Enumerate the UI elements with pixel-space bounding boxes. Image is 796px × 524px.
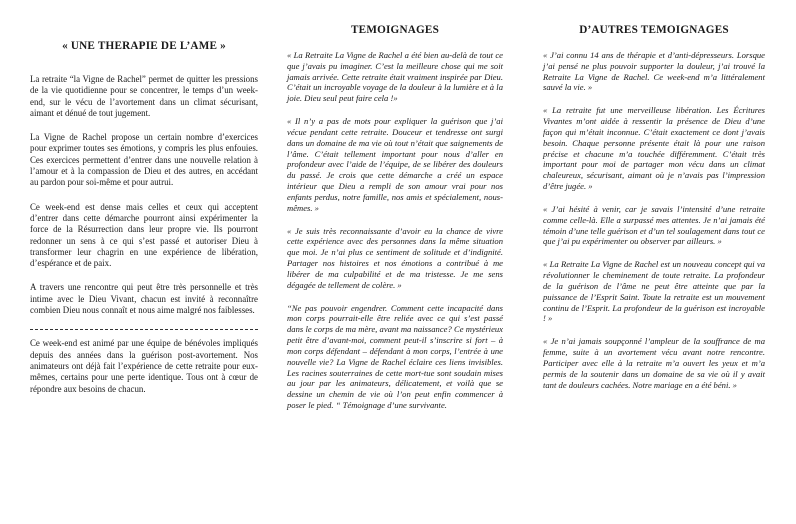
temoignages-title: TEMOIGNAGES <box>351 24 439 36</box>
dashed-divider <box>30 329 258 330</box>
therapie-body <box>30 74 258 408</box>
testimonial: « J’ai hésité à venir, car je savais l’intensité d’une retraite comme celle-là. Elle a surpassé mes attentes. Je n’ai jamais été témoin d’une telle guérison et d’un tel soulagement dans tout ce que j’ai pu expérimenter ou observer par ailleurs. » <box>543 203 765 247</box>
therapie-paragraph: Ce week-end est dense mais celles et ceux qui acceptent d’entrer dans cette démarche pourront ainsi expérimenter la force de la Résurrection dans leur propre vie. Ils pourront redonner un sens à ce qui s’est passé et autoriser Dieu à transformer leur chagrin en une expérience de libération, d’espérance et de paix. <box>30 201 258 269</box>
therapie-paragraph: La retraite “la Vigne de Rachel” permet de quitter les pressions de la vie quotidienne pour se concentrer, le temps d’un week-end, sur le vécu de l’avortement dans un climat sécurisant, aimant et dénué de tout jugement. <box>30 74 258 118</box>
testimonial: « La Retraite La Vigne de Rachel est un nouveau concept qui va révolutionner le cheminement de toute retraite. La profondeur de la guérison de l’âme ne peut être atteinte que par la puissance de l’Esprit Saint. Toute la retraite est un mouvement continu de l’Esprit. La profondeur de la guérison est incroyable ! » <box>543 259 765 324</box>
testimonial: « Je suis très reconnaissante d’avoir eu la chance de vivre cette expérience avec des personnes dans la même situation que moi. Je n’ai plus ce sentiment de solitude et d’indignité. Partager nos histoires et nos émotions a contribué à me libérer de ma culpabilité et de ma tristesse. Je me sens dégagée de tellement de colère. » <box>287 225 503 290</box>
autres-body <box>543 50 765 402</box>
testimonial: « La retraite fut une merveilleuse libération. Les Écritures Vivantes m’ont aidée à ressentir la présence de Dieu d’une façon qui m’était inconnue. C’était exactement ce dont j’avais besoin. Chaque personne présente était là pour une raison précise et chacune m’a touchée différemment. C’était très important pour moi de partager mon vécu dans un climat chaleureux, sécurisant, aimant où je n’avais pas l’impression d’être jugée. » <box>543 105 765 192</box>
temoignages-body <box>287 50 503 423</box>
testimonial: « La Retraite La Vigne de Rachel a été bien au-delà de tout ce que j’avais pu imaginer. C’est la meilleure chose qui me soit jamais arrivée. Cette retraite était vraiment inspirée par Dieu. C’était un incroyable voyage de la douleur à la lumière et à la joie. Dieu seul peut faire cela !» <box>287 50 503 104</box>
therapie-title: « UNE THERAPIE DE L’AME » <box>62 40 226 52</box>
testimonial: « Je n’ai jamais soupçonné l’ampleur de la souffrance de ma femme, suite à un avortement vécu avant notre rencontre. Participer avec elle à la retraite m’a ouvert les yeux et m’a permis de la soutenir dans un domaine de sa vie où il y avait tant de douleurs cachées. Notre mariage en a été béni. » <box>543 336 765 390</box>
autres-title: D’AUTRES TEMOIGNAGES <box>579 24 729 36</box>
testimonial: « J’ai connu 14 ans de thérapie et d’anti-dépresseurs. Lorsque j’ai pensé ne plus pouvoir supporter la douleur, j’ai trouvé la Retraite La Vigne de Rachel. Ce week-end m’a littéralement sauvé la vie. » <box>543 50 765 93</box>
testimonial: « Il n’y a pas de mots pour expliquer la guérison que j’ai vécue pendant cette retraite. Douceur et tendresse ont surgi dans un domaine de ma vie où tout n’était que saignements de l’âme. C’était tellement important pour nous d’aller en profondeur avec l’aide de l’équipe, de se libérer des douleurs du passé. Je crois que cette démarche a créé un espace intérieur que Dieu a rempli de son amour vrai pour nos enfants perdus, notre famille, nos amis et spécialement, nous-mêmes. » <box>287 116 503 213</box>
testimonial: “Ne pas pouvoir engendrer. Comment cette incapacité dans mon corps pourrait-elle être reliée avec ce qui s’est passé dans le corps de ma mère, avant ma naissance? Ce mystérieux petit être d’avant-moi, comment peut-il s’inscrire si fort – à mon corps défendant – défendant à mon corps, l’entrée à une nouvelle vie? La Vigne de Rachel éclaire ces liens invisibles. Les racines souterraines de cette mort-tue sont soudain mises au jour par les animateurs, délicatement, et voilà que se dessine un chemin de vie où l’on peut enfin commencer à poser le pied. “ Témoignage d’une survivante. <box>287 302 503 411</box>
team-paragraph: Ce week-end est animé par une équipe de bénévoles impliqués depuis des années dans la guérison post-avortement. Nos animateurs ont déjà fait l’expérience de cette retraite pour eux-mêmes, certains pour une perte identique. Tous ont à cœur de répondre aux besoins de chacun. <box>30 338 258 394</box>
therapie-paragraph: A travers une rencontre qui peut être très personnelle et très intime avec le Dieu Vivant, chacun est invité à reconnaître combien Dieu nous connaît et nous aime malgré nos faiblesses. <box>30 282 258 316</box>
therapie-paragraph: La Vigne de Rachel propose un certain nombre d’exercices pour exprimer toutes ses émotions, y compris les plus enfouies. Ces exercices permettent d’entrer dans une nouvelle relation à l’amour et à la compassion de Dieu et des autres, en accédant au pardon pour soi-même et pour autrui. <box>30 132 258 188</box>
